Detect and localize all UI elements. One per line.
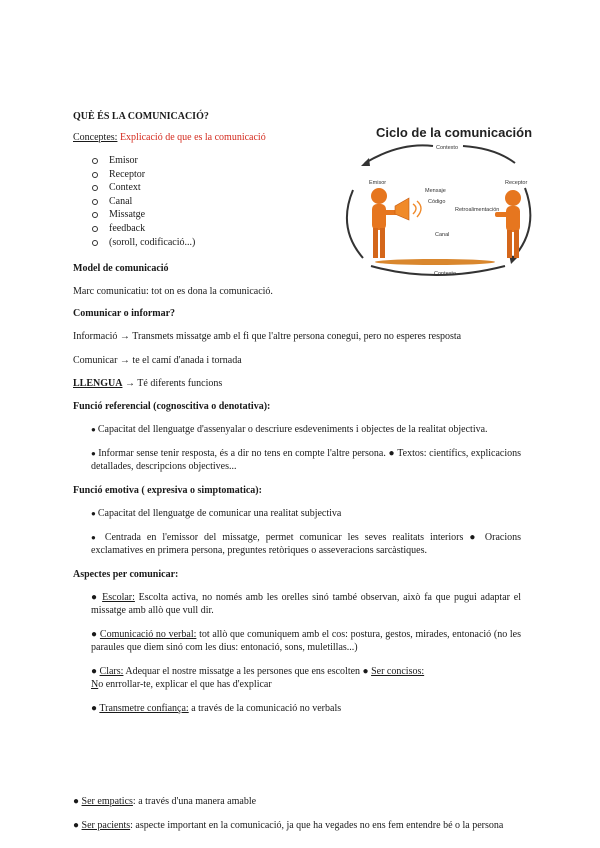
escolar-text: Escolta activa, no només amb les orelles sinó també observan, això fa que pugui adaptar el missatge amb allò que vull dir. bbox=[91, 592, 521, 616]
list-item: Receptor bbox=[90, 168, 195, 182]
emotiva-heading: Funció emotiva ( expresiva o simptomatica): bbox=[73, 485, 262, 496]
referencial-heading: Funció referencial (cognoscitiva o denotativa): bbox=[73, 401, 271, 412]
concepts-text: Explicació de que es la comunicació bbox=[117, 132, 266, 143]
receptor-figure bbox=[495, 190, 521, 258]
escolar-label: Escolar: bbox=[102, 592, 135, 603]
empatics-text: : a través d'una manera amable bbox=[132, 796, 257, 807]
llengua-label: LLENGUA bbox=[73, 378, 123, 389]
confianca-text: a través de la comunicació no verbals bbox=[188, 703, 342, 714]
emisor-figure bbox=[371, 188, 409, 258]
emotiva-bullet-1 bbox=[91, 507, 341, 520]
bullet-text: ● Capacitat del llenguatge d'assenyalar o descriure esdeveniments i objectes de la realitat objectiva. bbox=[91, 424, 488, 435]
concept-list bbox=[90, 154, 195, 249]
stage-floor bbox=[375, 259, 495, 265]
confianca-label: Transmetre confiança: bbox=[99, 703, 189, 714]
verbal-bullet: ● Comunicació no verbal: tot allò que comuniquem amb el cos: postura, gestos, mirades, entonació (no les paraules que diem sinó com les dius: entonació, sons, muletillas...) bbox=[91, 629, 521, 653]
concisos-line bbox=[91, 678, 272, 691]
model-text: Marc comunicatiu: tot on es dona la comunicació. bbox=[73, 286, 273, 297]
llengua-text: → Té diferents funcions bbox=[122, 378, 223, 389]
sound-waves-icon bbox=[413, 201, 421, 217]
bullet-text: ● Centrada en l'emissor del missatge, permet comunicar les seves realitats interiors ● Oracions exclamatives en primera persona, preguntes retòriques o asseveracions sarcàstiques. bbox=[91, 532, 521, 556]
megaphone-icon bbox=[395, 198, 409, 220]
llengua-line bbox=[73, 377, 222, 390]
verbal-text: tot allò que comuniquem amb el cos: postura, gestos, mirades, entonació (no les paraules que diem sinó com les dius: entonació, sons, muletillas...) bbox=[91, 629, 521, 653]
list-item: (soroll, codificació...) bbox=[90, 236, 195, 250]
arrow-top-right bbox=[463, 146, 515, 163]
concisos-label: Ser concisos: bbox=[371, 666, 425, 677]
confianca-bullet: ● Transmetre confiança: a través de la comunicació no verbals bbox=[91, 703, 342, 714]
concepts-label: Conceptes: bbox=[73, 132, 118, 143]
emisor-label: Emisor bbox=[369, 180, 387, 186]
concepts-line bbox=[73, 131, 266, 144]
clars-label: Clars: bbox=[99, 666, 124, 677]
context-bottom-label: Contexto bbox=[434, 271, 457, 277]
list-item: Canal bbox=[90, 195, 195, 209]
referencial-bullet-2 bbox=[91, 447, 521, 473]
context-top-label: Contexto bbox=[436, 145, 459, 151]
escolar-bullet: ● Escolar: Escolta activa, no només amb les orelles sinó també observan, això fa que pugui adaptar el missatge amb allò que vull dir. bbox=[91, 592, 521, 616]
pacients-text: : aspecte important en la comunicació, ja que ha vegades no ens fem entendre bé o la persona bbox=[130, 820, 504, 831]
concisos-first-letter: N bbox=[91, 679, 99, 690]
list-item: feedback bbox=[90, 222, 195, 236]
arrow-top-left bbox=[365, 145, 433, 163]
pacients-label: Ser pacients bbox=[81, 820, 131, 831]
clars-text: Adequar el nostre missatge a les persones que ens escolten ● bbox=[123, 666, 372, 677]
comunicar-heading: Comunicar o informar? bbox=[73, 308, 176, 319]
concisos-text: o enrrollar-te, explicar el que has d'explicar bbox=[98, 679, 272, 690]
clars-bullet: ● Clars: Adequar el nostre missatge a les persones que ens escolten ● Ser concisos: bbox=[91, 666, 425, 677]
codigo-label: Código bbox=[428, 199, 446, 205]
arrow-left bbox=[347, 190, 363, 258]
verbal-label: Comunicació no verbal: bbox=[99, 629, 197, 640]
page-title: QUÈ ÉS LA COMUNICACIÓ? bbox=[73, 111, 209, 122]
aspectes-heading: Aspectes per comunicar: bbox=[73, 569, 179, 580]
pacients-bullet: ● Ser pacients: aspecte important en la comunicació, ja que ha vegades no ens fem entendre bé o la persona bbox=[73, 820, 504, 831]
retro-label: Retroalimentación bbox=[455, 207, 500, 213]
bullet-text: ● Informar sense tenir resposta, és a dir no tens en compte l'altre persona. ● Textos: científics, explicacions detallades, descripcions objectives... bbox=[91, 448, 521, 472]
diagram-title: Ciclo de la comunicación bbox=[376, 125, 533, 140]
empatics-bullet: ● Ser empatics: a través d'una manera amable bbox=[73, 796, 257, 807]
comunicar-text: Comunicar → te el camí d'anada i tornada bbox=[73, 355, 242, 366]
informacio-text: Informació → Transmets missatge amb el fi que l'altre persona conegui, pero no esperes resposta bbox=[73, 331, 462, 342]
mensaje-label: Mensaje bbox=[425, 188, 446, 194]
bullet-text: ● Capacitat del llenguatge de comunicar una realitat subjectiva bbox=[91, 508, 341, 519]
receptor-label: Receptor bbox=[505, 180, 528, 186]
communication-cycle-diagram bbox=[335, 118, 535, 282]
referencial-bullet-1 bbox=[91, 423, 488, 436]
list-item: Emisor bbox=[90, 154, 195, 168]
empatics-label: Ser empatics bbox=[81, 796, 133, 807]
arrowhead-icon bbox=[361, 158, 370, 166]
emotiva-bullet-2 bbox=[91, 531, 521, 557]
list-item: Missatge bbox=[90, 208, 195, 222]
canal-label: Canal bbox=[435, 232, 450, 238]
list-item: Context bbox=[90, 181, 195, 195]
model-heading: Model de comunicació bbox=[73, 263, 169, 274]
